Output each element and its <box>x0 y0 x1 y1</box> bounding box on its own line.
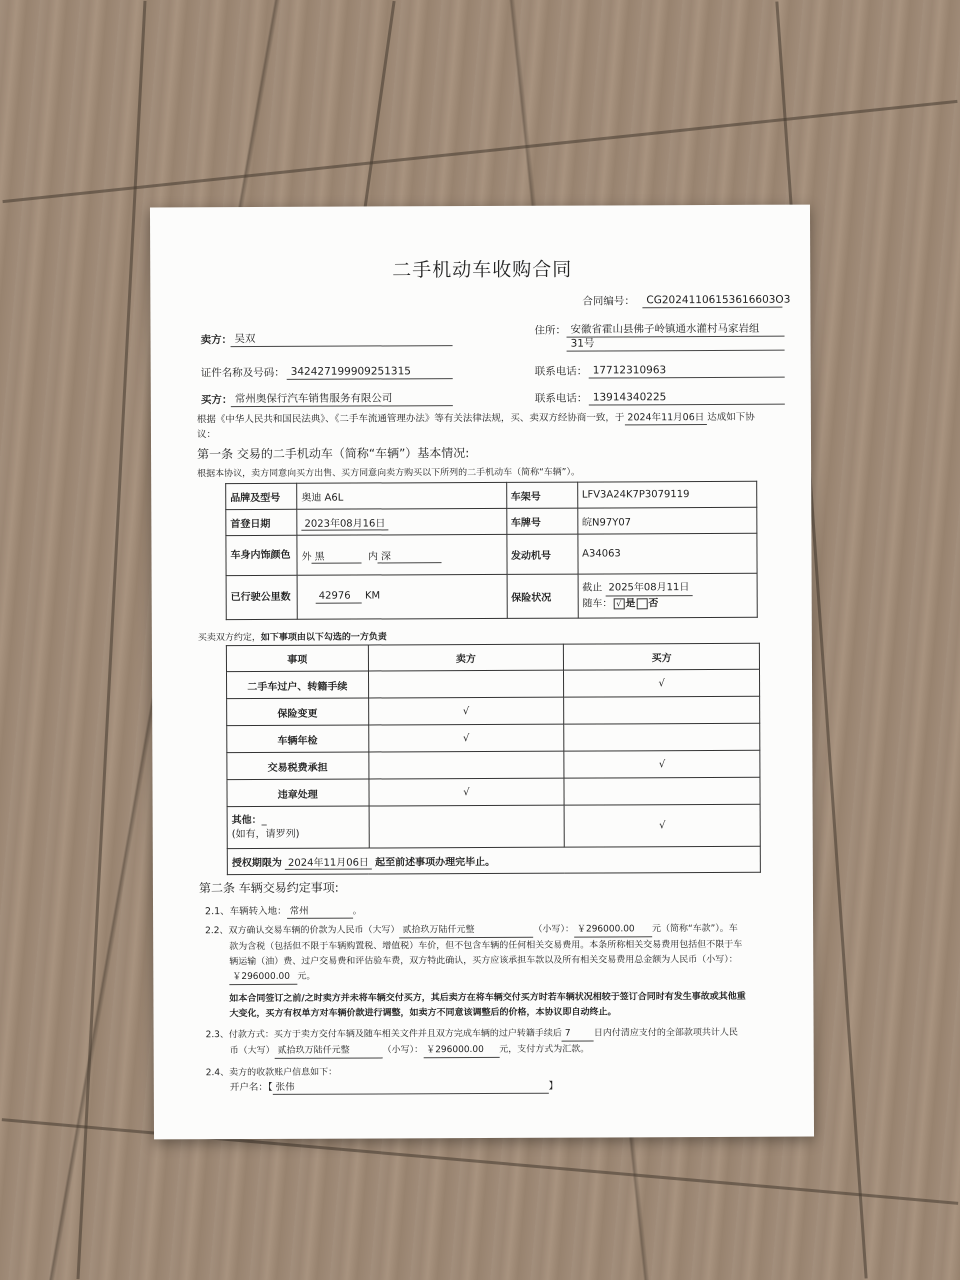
agreement-intro-text: 买卖双方约定， <box>197 632 261 644</box>
duties-header-seller: 卖方 <box>368 644 564 671</box>
payment-small-label: （小写）： <box>382 1045 424 1056</box>
price-small-field: ￥296000.00 <box>574 923 652 937</box>
table-row <box>227 723 760 752</box>
other-label: 其他： <box>231 814 262 826</box>
duty-seller-mark: √ <box>368 697 564 725</box>
vin-value: LFV3A24K7P3079119 <box>577 481 756 508</box>
table-row <box>226 669 759 698</box>
insurance-cell <box>578 573 758 618</box>
bracket-close: 】 <box>548 1080 559 1092</box>
clause-2-3-line1 <box>206 1027 738 1043</box>
account-holder-row <box>230 1080 558 1095</box>
vehicle-info-table <box>225 481 758 620</box>
yes-label: 是 <box>625 598 636 610</box>
duty-buyer-mark: √ <box>564 750 760 778</box>
table-row <box>226 533 757 575</box>
payment-small-field: ￥296000.00 <box>423 1044 499 1058</box>
plate-value: 皖N97Y07 <box>577 507 756 534</box>
seller-label: 卖方： <box>200 334 233 347</box>
clause-2-3-line2 <box>230 1044 590 1060</box>
duties-header-buyer: 买方 <box>564 643 760 670</box>
other-buyer-mark: √ <box>564 804 760 847</box>
payment-upper-field: 贰拾玖万陆仟元整 <box>275 1044 383 1058</box>
no-label: 否 <box>648 598 659 610</box>
color-label: 车身内饰颜色 <box>226 535 297 575</box>
brand-value: 奥迪 A6L <box>297 482 507 509</box>
article1-intro: 根据本协议，卖方同意向买方出售、买方同意向卖方购买以下所列的二手机动车（简称“车辆”）。 <box>197 467 580 480</box>
address-field-line2: 31号 <box>567 336 785 352</box>
document-title: 二手机动车收购合同 <box>392 258 573 282</box>
table-row <box>227 750 760 779</box>
other-row <box>232 813 365 828</box>
interior-label: 内 <box>367 550 379 562</box>
reg-date-value: 2023年08月16日 <box>301 514 388 530</box>
deadline-cell <box>227 846 760 874</box>
interior-color-value: 深 <box>378 547 442 563</box>
clause-2-1-end: 。 <box>352 905 363 917</box>
total-amount-end: 元。 <box>297 971 316 982</box>
other-seller-mark <box>369 805 565 848</box>
address-label: 住所： <box>534 324 567 337</box>
yes-checkbox: √ <box>613 598 624 609</box>
agreement-date-field: 2024年11月06日 <box>624 411 707 425</box>
duty-seller-mark: √ <box>368 778 564 806</box>
id-doc-field: 342427199909251315 <box>287 364 453 380</box>
table-row <box>227 696 760 725</box>
exterior-color-value: 黑 <box>312 547 362 563</box>
duty-item: 保险变更 <box>227 698 369 726</box>
floor-seam <box>2 100 957 203</box>
price-adjust-bold-line1: 如本合同签订之前/之时卖方并未将车辆交付买方，其后卖方在将车辆交付买方时若车辆状况相较于签订合同时有发生事故或其他重 <box>229 991 746 1005</box>
table-row <box>226 481 757 509</box>
reg-date-cell <box>297 508 507 535</box>
deadline-suffix: 起至前述事项办理完毕止。 <box>375 856 496 868</box>
clause-2-2-line1 <box>205 923 738 939</box>
duty-buyer-mark <box>564 777 760 805</box>
duty-item: 二手车过户、转籍手续 <box>226 671 368 699</box>
duty-item: 交易税费承担 <box>227 752 369 780</box>
preamble-line1 <box>197 411 755 427</box>
plate-label: 车牌号 <box>506 508 577 534</box>
id-doc-label: 证件名称及号码： <box>200 366 285 380</box>
account-holder-field: 张伟 <box>273 1080 549 1095</box>
clause-2-1 <box>205 905 362 920</box>
contract-no-field: CG20241106153616603O3 <box>642 293 782 309</box>
duty-item: 车辆年检 <box>227 725 369 753</box>
preamble-text-end: 达成如下协 <box>707 411 755 424</box>
address-field-line1: 安徽省霍山县佛子岭镇通水灌村马家岩组 <box>566 322 784 338</box>
table-row <box>227 804 760 848</box>
clause-2-1-label: 2.1、车辆转入地： <box>205 905 287 918</box>
with-car-row <box>582 596 752 612</box>
brand-label: 品牌及型号 <box>226 483 297 509</box>
engine-value: A34063 <box>578 533 758 574</box>
other-cell <box>227 806 369 849</box>
seller-name-field: 吴双 <box>231 331 453 347</box>
table-row <box>226 643 759 671</box>
table-row <box>226 507 757 535</box>
vin-label: 车架号 <box>506 482 577 508</box>
contract-document <box>150 205 814 1140</box>
no-checkbox <box>636 598 647 609</box>
mileage-unit: KM <box>364 590 381 602</box>
insurance-until-value: 2025年08月11日 <box>605 580 692 596</box>
clause-2-2-line2: 款为含税（包括但不限于车辆购置税、增值税）车价，但不包含车辆的任何相关交易费用。本条所称相关交易费用包括但不限于车 <box>229 939 743 953</box>
preamble-line2: 议： <box>196 429 217 441</box>
color-cell <box>297 534 507 575</box>
payment-days-field: 7 <box>562 1028 594 1042</box>
insurance-until-row <box>582 580 752 597</box>
article2-heading: 第二条 车辆交易约定事项: <box>198 880 339 896</box>
mileage-value: 42976 <box>316 591 362 604</box>
buyer-name-field: 常州奥保行汽车销售服务有限公司 <box>231 391 453 407</box>
table-row <box>226 573 757 619</box>
floor-seam <box>363 1 395 209</box>
engine-label: 发动机号 <box>506 534 577 574</box>
duty-seller-mark <box>368 670 564 698</box>
duties-table <box>226 643 761 875</box>
clause-2-3-currency: 币（大写） <box>229 1045 275 1057</box>
seller-phone-field: 17712310963 <box>589 363 785 379</box>
buyer-phone-field: 13914340225 <box>589 390 785 406</box>
agreement-intro-bold: 如下事项由以下勾选的一方负责 <box>260 632 387 643</box>
clause-2-4: 2.4、卖方的收款账户信息如下： <box>205 1067 338 1079</box>
table-row <box>227 777 760 806</box>
agreement-intro <box>198 631 387 645</box>
other-value: _ <box>261 814 267 826</box>
contract-no-label: 合同编号： <box>582 295 635 308</box>
bracket-open: 【 <box>267 1081 273 1093</box>
payment-method: 元，支付方式为汇款。 <box>499 1044 590 1055</box>
mileage-cell <box>297 574 507 619</box>
buyer-label: 买方： <box>200 394 233 407</box>
price-adjust-bold-line2: 大变化，买方有权单方对车辆价款进行调整，如卖方不同意该调整后的价格，本协议即自动终止。 <box>229 1007 617 1020</box>
clause-2-3-text: 2.3、付款方式：买方于卖方交付车辆及随车相关文件并且双方完成车辆的过户转籍手续后 <box>205 1028 562 1041</box>
deadline-value: 2024年11月06日 <box>285 853 372 869</box>
duty-seller-mark <box>368 751 564 779</box>
duty-buyer-mark <box>564 723 760 751</box>
clause-2-3-text-end: 日内付清应支付的全部款项共计人民 <box>593 1027 738 1039</box>
destination-field: 常州 <box>287 905 353 919</box>
account-holder-label: 开户名： <box>229 1081 268 1094</box>
reg-date-label: 首登日期 <box>226 509 297 535</box>
duty-buyer-mark <box>564 696 760 724</box>
deadline-label: 授权期限为 <box>231 857 282 869</box>
with-car-label: 随车： <box>582 598 613 610</box>
mileage-label: 已行驶公里数 <box>226 575 297 619</box>
clause-2-2-line3: 辆运输（油）费、过户交易费和评估验车费，双方特此确认，买方应该承担车款以及所有相关交易费用总金额为人民币（小写）： <box>229 954 738 968</box>
seller-phone-label: 联系电话： <box>534 365 588 378</box>
buyer-phone-label: 联系电话： <box>534 392 588 405</box>
duties-header-item: 事项 <box>226 645 368 672</box>
price-upper-field: 贰拾玖万陆仟元整 <box>399 924 533 939</box>
clause-2-2-label: 2.2、双方确认交易车辆的价款为人民币（大写） <box>205 925 400 937</box>
price-small-label: （小写）： <box>533 924 574 935</box>
clause-2-2-tail: 元（简称“车款”）。车 <box>651 923 738 935</box>
duty-item: 违章处理 <box>227 779 369 807</box>
clause-2-2-line4 <box>229 971 315 985</box>
duty-seller-mark: √ <box>368 724 564 752</box>
duty-buyer-mark: √ <box>564 669 760 697</box>
other-note: (如有，请罗列) <box>231 828 300 840</box>
insurance-label: 保险状况 <box>507 574 578 618</box>
total-amount-field: ￥296000.00 <box>229 971 297 985</box>
article1-heading: 第一条 交易的二手机动车（简称“车辆”）基本情况: <box>197 446 470 462</box>
table-row <box>227 846 760 874</box>
insurance-until-label: 截止 <box>582 582 603 594</box>
exterior-label: 外 <box>301 551 312 563</box>
preamble-text: 根据《中华人民共和国民法典》、《二手车流通管理办法》等有关法律法规，买、卖双方经协商一致，于 <box>196 412 625 426</box>
